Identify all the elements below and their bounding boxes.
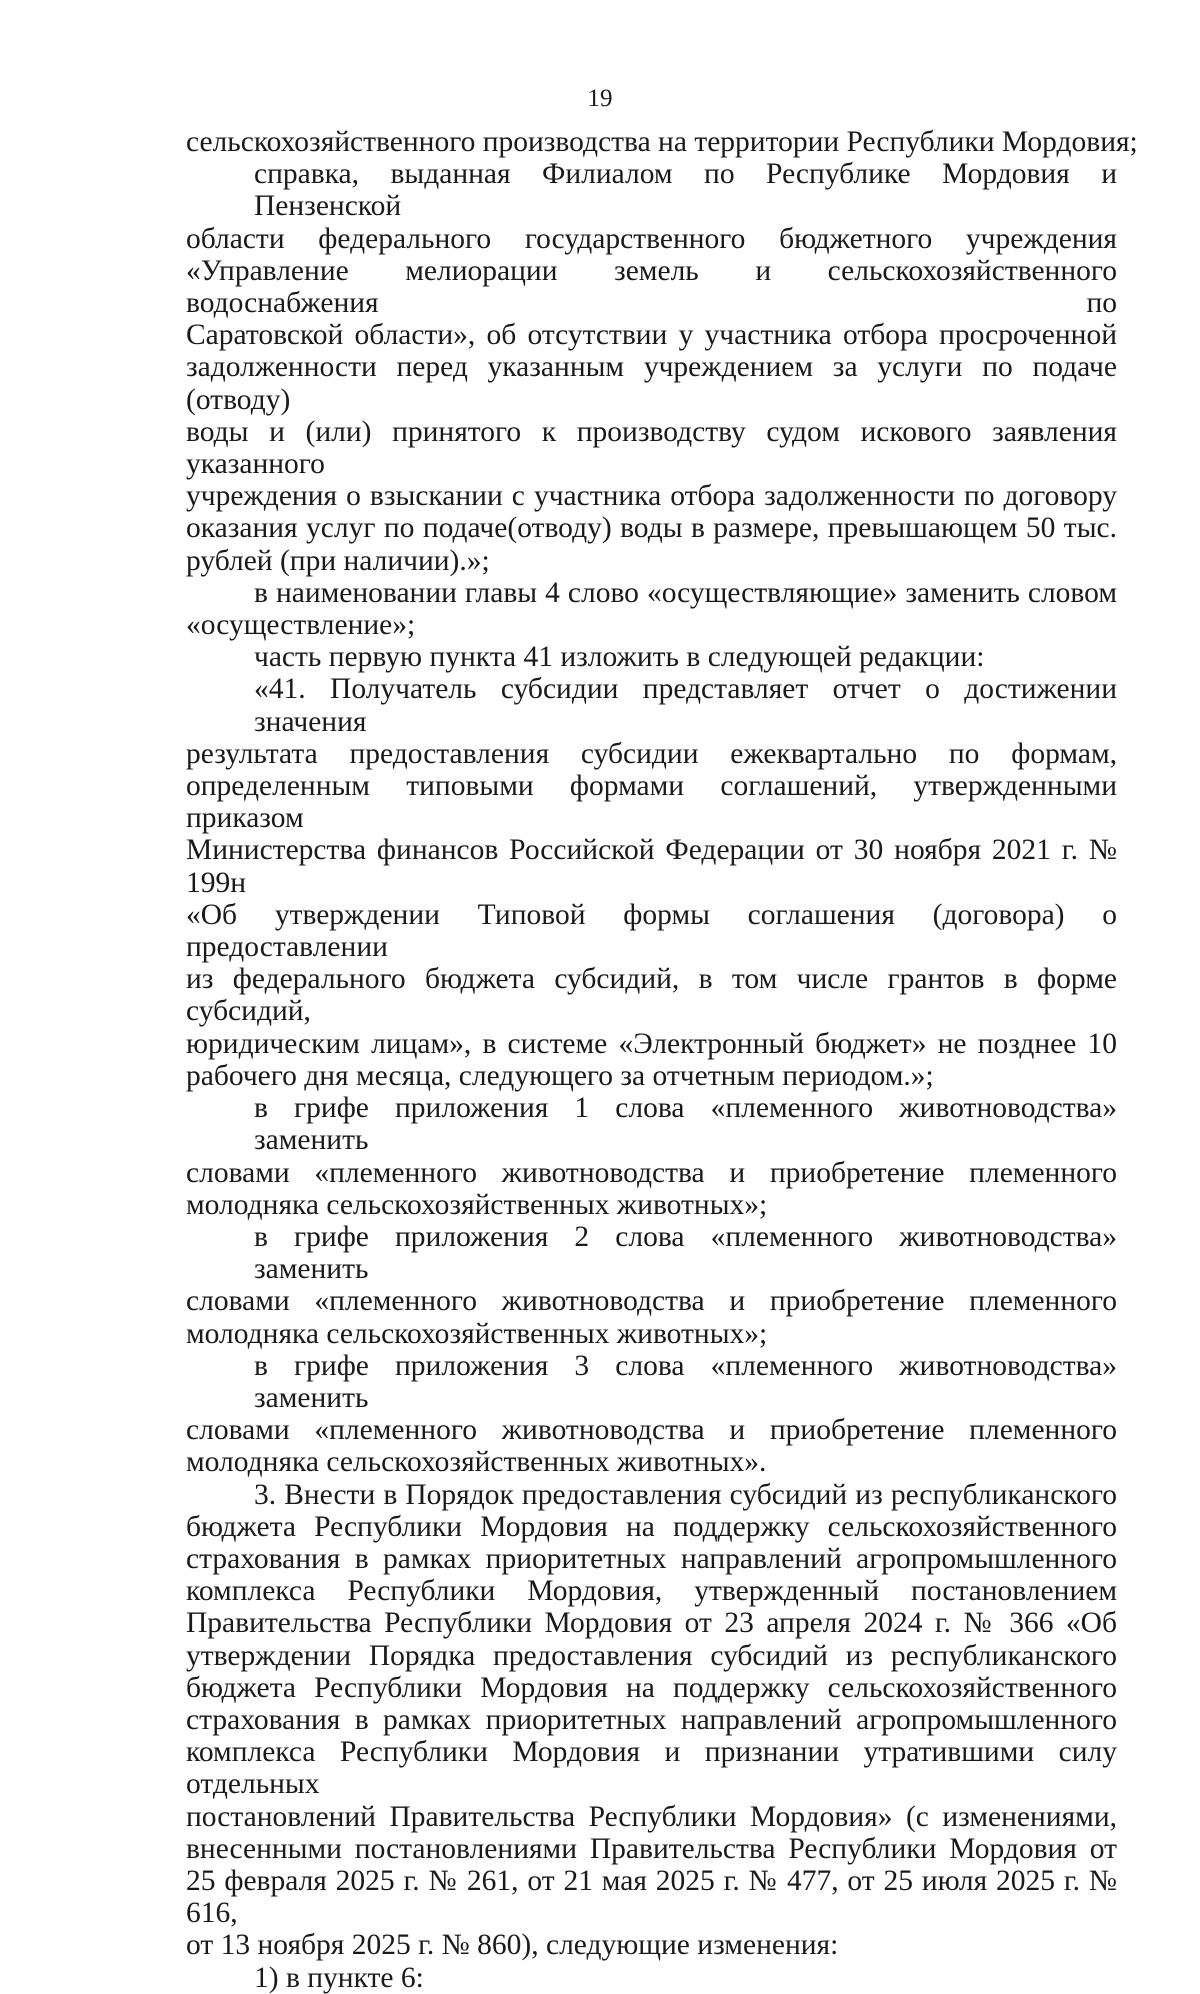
document-body: [186, 126, 1138, 1994]
paragraph: [186, 577, 1117, 641]
text-line: воды и (или) принятого к производству судом искового заявления указанного: [186, 415, 1117, 481]
text-line: в наименовании главы 4 слово «осуществляющие» заменить словом: [254, 576, 1117, 609]
text-line: словами «племенного животноводства и приобретение племенного: [186, 1414, 1117, 1447]
paragraph: [186, 1350, 1117, 1479]
paragraph: [186, 158, 1117, 577]
text-line: определенным типовыми формами соглашений, утвержденными приказом: [186, 770, 1117, 835]
text-line: Правительства Республики Мордовия от 23 апреля 2024 г. № 366 «Об: [186, 1607, 1117, 1640]
text-line: «Управление мелиорации земель и сельскохозяйственного водоснабжения по: [186, 254, 1117, 320]
paragraph: [186, 1479, 1117, 1962]
text-line: «осуществление»;: [186, 609, 416, 642]
paragraph: [186, 1092, 1117, 1221]
paragraph: [186, 1221, 1117, 1350]
text-line: 25 февраля 2025 г. № 261, от 21 мая 2025 г. № 477, от 25 июля 2025 г. № 616,: [186, 1864, 1117, 1930]
text-line: страхования в рамках приоритетных направлений агропромышленного: [186, 1703, 1117, 1736]
text-line: утверждении Порядка предоставления субсидий из республиканского: [186, 1639, 1117, 1672]
text-line: молодняка сельскохозяйственных животных».: [186, 1446, 767, 1479]
text-line: из федерального бюджета субсидий, в том числе грантов в форме субсидий,: [186, 963, 1117, 1028]
text-line: «Об утверждении Типовой формы соглашения (договора) о предоставлении: [186, 898, 1117, 964]
text-line: «41. Получатель субсидии представляет отчет о достижении значения: [254, 673, 1117, 738]
text-line: в грифе приложения 1 слова «племенного животноводства» заменить: [254, 1092, 1117, 1157]
paragraph: [186, 673, 1117, 1092]
text-line: внесенными постановлениями Правительства Республики Мордовия от: [186, 1832, 1117, 1865]
text-line: области федерального государственного бюджетного учреждения: [186, 222, 1117, 255]
text-line: молодняка сельскохозяйственных животных»;: [186, 1317, 768, 1350]
page-number: 19: [587, 85, 613, 112]
text-line: постановлений Правительства Республики Мордовия» (с изменениями,: [186, 1800, 1117, 1833]
paragraph: [186, 1962, 1117, 1994]
paragraph: [186, 641, 1117, 673]
text-line: в грифе приложения 3 слова «племенного животноводства» заменить: [254, 1349, 1117, 1414]
text-line: Саратовской области», об отсутствии у участника отбора просроченной: [186, 319, 1117, 352]
text-line: словами «племенного животноводства и приобретение племенного: [186, 1156, 1117, 1189]
text-line: молодняка сельскохозяйственных животных»;: [186, 1188, 768, 1221]
text-line: 1) в пункте 6:: [254, 1961, 424, 1994]
text-line: в грифе приложения 2 слова «племенного животноводства» заменить: [254, 1220, 1117, 1286]
text-line: страхования в рамках приоритетных направлений агропромышленного: [186, 1542, 1117, 1575]
text-line: юридическим лицам», в системе «Электронный бюджет» не позднее 10: [186, 1027, 1117, 1060]
paragraph: [186, 126, 1138, 158]
text-line: комплекса Республики Мордовия и признании утратившими силу отдельных: [186, 1736, 1117, 1801]
text-line: учреждения о взыскании с участника отбора задолженности по договору: [186, 480, 1117, 513]
text-line: бюджета Республики Мордовия на поддержку сельскохозяйственного: [186, 1671, 1117, 1704]
text-line: задолженности перед указанным учреждением за услуги по подаче (отводу): [186, 351, 1117, 416]
text-line: рублей (при наличии).»;: [186, 544, 490, 577]
text-line: словами «племенного животноводства и приобретение племенного: [186, 1285, 1117, 1318]
text-line: рабочего дня месяца, следующего за отчетным периодом.»;: [186, 1059, 934, 1092]
text-line: сельскохозяйственного производства на территории Республики Мордовия;: [186, 126, 1138, 158]
text-line: оказания услуг по подаче(отводу) воды в размере, превышающем 50 тыс.: [186, 512, 1117, 545]
text-line: комплекса Республики Мордовия, утвержденный постановлением: [186, 1575, 1117, 1608]
text-line: бюджета Республики Мордовия на поддержку сельскохозяйственного: [186, 1510, 1117, 1543]
text-line: результата предоставления субсидии ежеквартально по формам,: [186, 737, 1117, 770]
text-line: Министерства финансов Российской Федерации от 30 ноября 2021 г. № 199н: [186, 834, 1117, 899]
text-line: от 13 ноября 2025 г. № 860), следующие изменения:: [186, 1929, 839, 1962]
text-line: 3. Внести в Порядок предоставления субсидий из республиканского: [254, 1478, 1117, 1511]
text-line: часть первую пункта 41 изложить в следующей редакции:: [254, 641, 985, 674]
text-line: справка, выданная Филиалом по Республике Мордовия и Пензенской: [254, 158, 1117, 223]
